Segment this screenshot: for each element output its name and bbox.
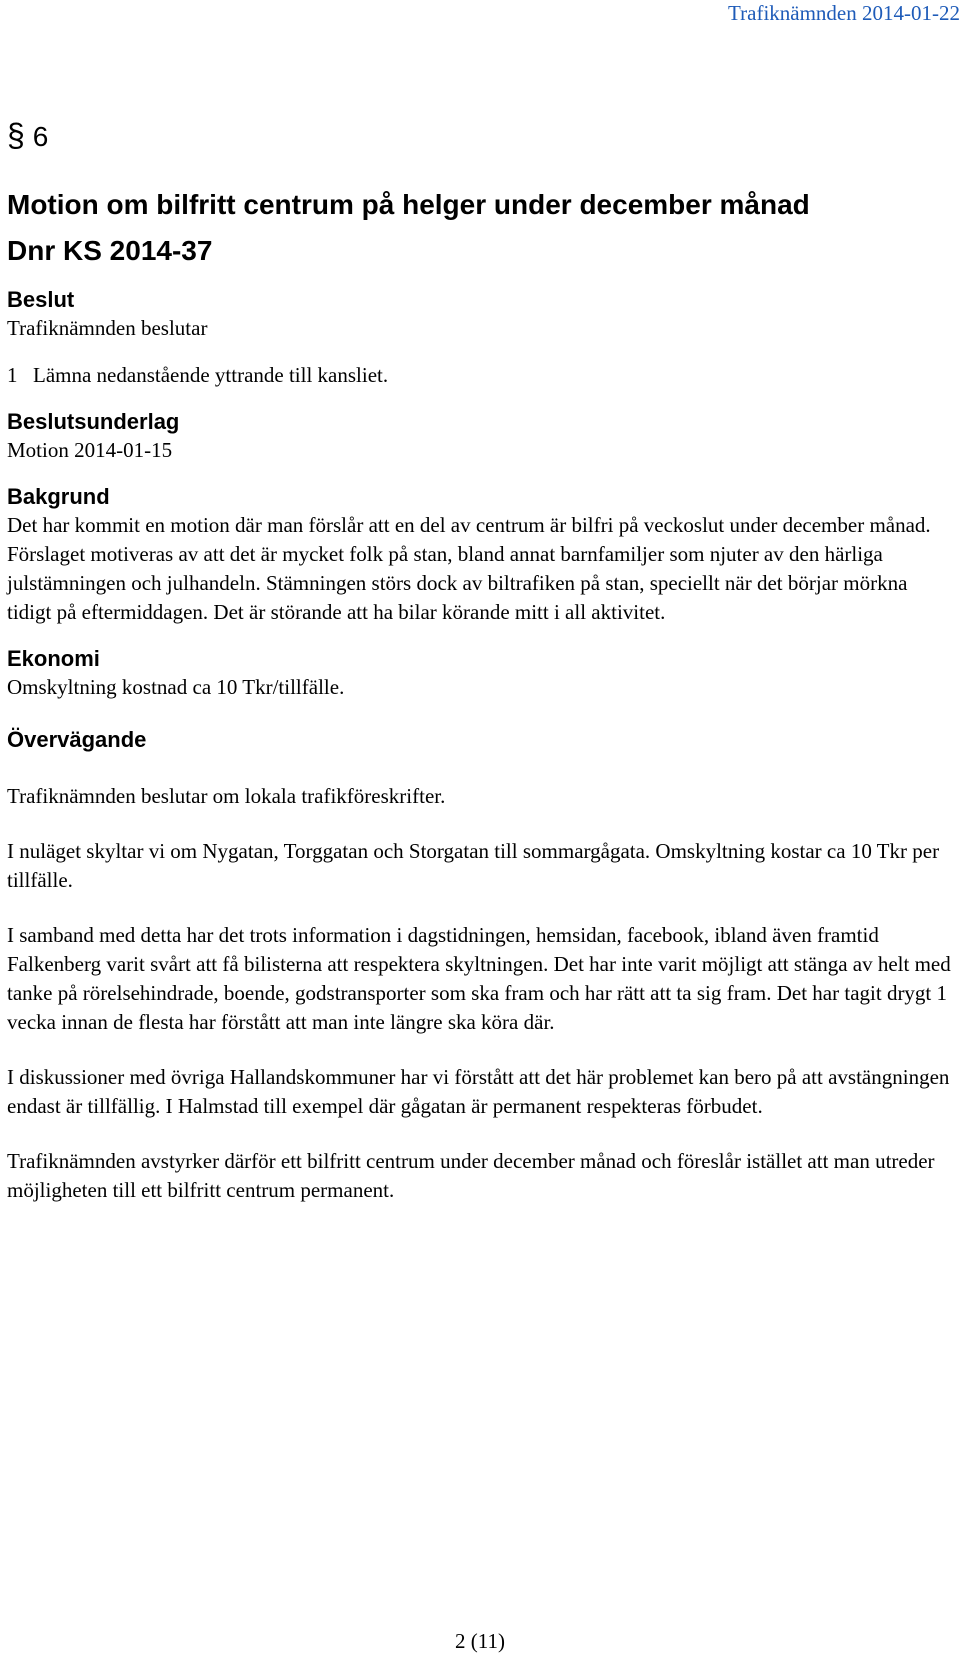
- overvagande-paragraph-1: Trafiknämnden beslutar om lokala trafikföreskrifter.: [7, 784, 446, 808]
- beslut-section: [7, 286, 952, 390]
- section-number-value: 6: [32, 121, 49, 152]
- bakgrund-text: Det har kommit en motion där man förslår att en del av centrum är bilfri på veckoslut under december månad. Förslaget motiveras av att det är mycket folk på stan, bland annat barnfamiljer som njuter av den härliga julstämningen och julhandeln. Stämningen störs dock av biltrafiken på stan, speciellt när det börjar mörkna tidigt på eftermiddagen. Det är störande att ha bilar körande mitt i all aktivitet.: [7, 513, 931, 624]
- overvagande-paragraph-4: I diskussioner med övriga Hallandskommuner har vi förstått att det här problemet kan bero på att avstängningen endast är tillfällig. I Halmstad till exempel där gågatan är permanent respekteras förbudet.: [7, 1065, 950, 1118]
- beslut-item-text: Lämna nedanstående yttrande till kansliet.: [33, 363, 389, 387]
- beslut-item: [7, 361, 952, 390]
- overvagande-section: [7, 726, 952, 1205]
- document-title: [7, 182, 952, 274]
- page-number: 2 (11): [455, 1629, 505, 1653]
- title-line-1: Motion om bilfritt centrum på helger under december månad: [7, 189, 810, 220]
- ekonomi-heading: Ekonomi: [7, 646, 100, 671]
- overvagande-heading: Övervägande: [7, 727, 147, 752]
- overvagande-paragraph-3: I samband med detta har det trots information i dagstidningen, hemsidan, facebook, ibland även framtid Falkenberg varit svårt att få bilisterna att respektera skyltningen. Det har inte varit möjligt att stänga av helt med tanke på rörelsehindrade, boende, godstransporter som ska fram och har rätt att ta sig fram. Det har tagit drygt 1 vecka innan de flesta har förstått att man inte längre ska köra där.: [7, 923, 951, 1034]
- ekonomi-text: Omskyltning kostnad ca 10 Tkr/tillfälle.: [7, 675, 345, 699]
- overvagande-paragraph-5: Trafiknämnden avstyrker därför ett bilfritt centrum under december månad och föreslår istället att man utreder möjligheten till ett bilfritt centrum permanent.: [7, 1149, 935, 1202]
- page-header: [0, 0, 960, 26]
- section-number: [7, 118, 952, 152]
- beslut-item-number: 1: [7, 363, 18, 387]
- bakgrund-heading: Bakgrund: [7, 484, 110, 509]
- beslutsunderlag-text: Motion 2014-01-15: [7, 438, 173, 462]
- title-line-2: Dnr KS 2014-37: [7, 235, 213, 266]
- document-body: [7, 118, 952, 1205]
- overvagande-paragraph-2: I nuläget skyltar vi om Nygatan, Torggatan och Storgatan till sommargågata. Omskyltning kostar ca 10 Tkr per tillfälle.: [7, 839, 940, 892]
- section-symbol: §: [7, 117, 25, 153]
- beslut-text: Trafiknämnden beslutar: [7, 316, 208, 340]
- beslutsunderlag-section: [7, 408, 952, 465]
- beslut-heading: Beslut: [7, 287, 75, 312]
- ekonomi-section: [7, 645, 952, 702]
- header-text: Trafiknämnden 2014-01-22: [728, 1, 960, 25]
- beslutsunderlag-heading: Beslutsunderlag: [7, 409, 180, 434]
- bakgrund-section: [7, 483, 952, 627]
